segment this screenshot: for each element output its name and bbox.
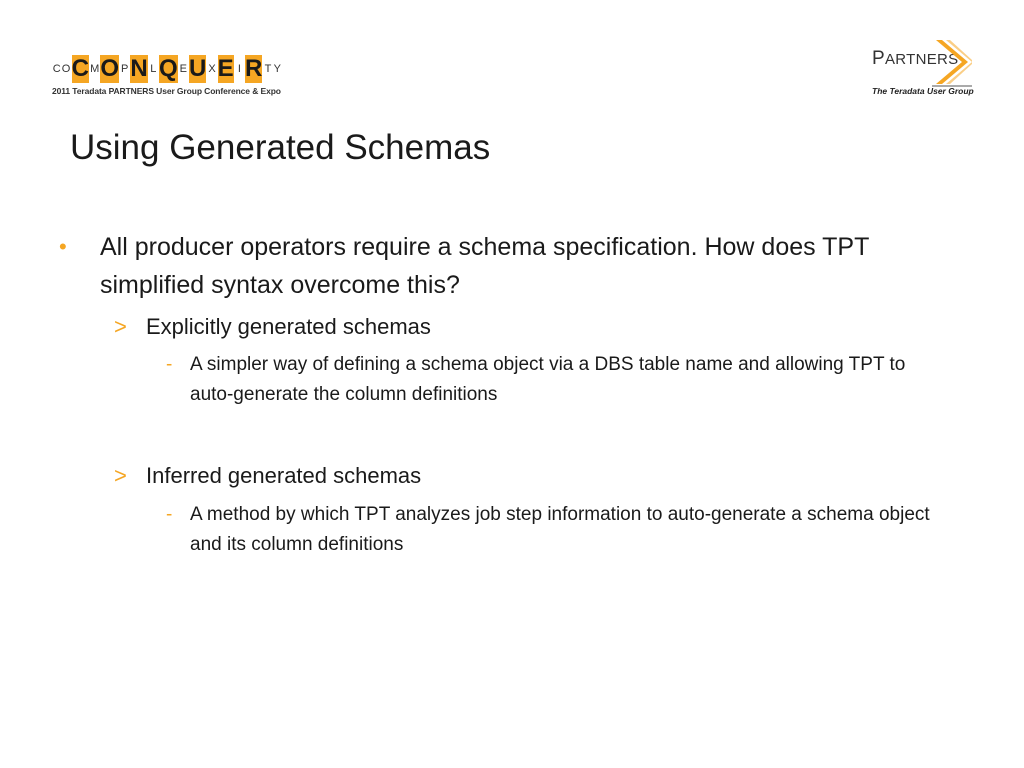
partners-rest: ARTNERS (884, 51, 959, 68)
conquer-letter-box: E (217, 55, 234, 82)
conquer-letter-small: I (237, 63, 241, 75)
conquer-letter-small: O (61, 63, 71, 75)
conquer-tagline: 2011 Teradata PARTNERS User Group Conference & Expo (52, 86, 281, 96)
sub-bullet-inferred: Inferred generated schemas (146, 463, 422, 488)
partners-logo (862, 34, 977, 100)
detail-inferred: A method by which TPT analyzes job step information to auto-generate a schema object and its column definitions (190, 504, 930, 555)
conquer-letter-small: E (179, 63, 187, 75)
detail-marker: - (166, 504, 173, 525)
sub-bullet-marker: > (114, 463, 127, 488)
conquer-letter-small: X (208, 63, 216, 75)
conquer-letter-box: C (71, 55, 89, 82)
conquer-letter-small: C (52, 63, 61, 75)
conquer-letter-small: M (90, 63, 100, 75)
sub-bullet-marker: > (114, 314, 127, 339)
partners-initial: P (872, 48, 885, 69)
slide-title: Using Generated Schemas (70, 128, 491, 167)
conquer-letter-small: Y (273, 63, 282, 75)
detail-explicit: A simpler way of defining a schema object via a DBS table name and allowing TPT to auto-generate the column definitions (190, 354, 906, 405)
bullet-main-text: All producer operators require a schema specification. How does TPT simplified syntax overcome this? (100, 233, 869, 299)
conquer-letter-box: R (245, 55, 263, 82)
conquer-letter-box: U (189, 55, 207, 82)
conquer-letter-box: N (130, 55, 148, 82)
partners-tagline: The Teradata User Group (872, 86, 974, 96)
conquer-letter-small: P (120, 63, 129, 75)
conquer-wordmark (52, 52, 282, 86)
conquer-logo (52, 52, 282, 100)
detail-marker: - (166, 354, 173, 375)
partners-chevron-icon (932, 36, 972, 88)
conquer-letter-box: O (100, 55, 119, 82)
bullet-marker: • (59, 234, 67, 259)
sub-bullet-explicit: Explicitly generated schemas (146, 314, 431, 339)
conquer-letter-small: L (150, 63, 157, 75)
conquer-letter-small: T (264, 63, 272, 75)
conquer-letter-box: Q (159, 55, 178, 82)
